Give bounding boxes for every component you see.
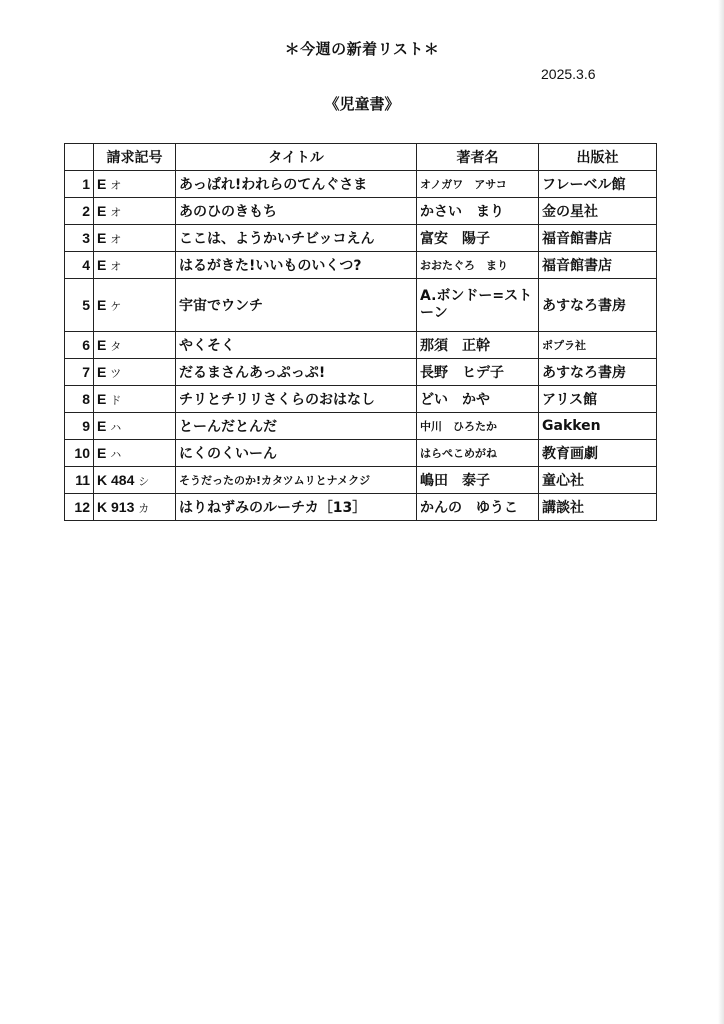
- row-number: 10: [65, 440, 94, 467]
- book-author: どい かや: [417, 386, 539, 413]
- book-publisher: あすなろ書房: [539, 359, 657, 386]
- header-title: タイトル: [176, 144, 417, 171]
- page-edge: [718, 0, 724, 1024]
- call-kana: ド: [110, 394, 122, 407]
- row-number: 4: [65, 252, 94, 279]
- table-header-row: [65, 144, 657, 171]
- row-number: 12: [65, 494, 94, 521]
- call-class: E: [97, 256, 107, 273]
- book-title: ここは、ようかいチビッコえん: [176, 225, 417, 252]
- book-publisher: アリス館: [539, 386, 657, 413]
- book-title: 宇宙でウンチ: [176, 279, 417, 332]
- call-class: E: [97, 229, 107, 246]
- book-title: チリとチリリさくらのおはなし: [176, 386, 417, 413]
- table-row: [65, 332, 657, 359]
- call-number: [94, 386, 176, 413]
- book-author: オノガワ アサコ: [417, 171, 539, 198]
- table-row: [65, 494, 657, 521]
- call-class: E: [97, 175, 107, 192]
- book-title: だるまさんあっぷっぷ!: [176, 359, 417, 386]
- header-author: 著者名: [417, 144, 539, 171]
- book-title: とーんだとんだ: [176, 413, 417, 440]
- book-title: にくのくいーん: [176, 440, 417, 467]
- table-row: [65, 252, 657, 279]
- book-publisher: 教育画劇: [539, 440, 657, 467]
- table-row: [65, 279, 657, 332]
- table-row: [65, 440, 657, 467]
- category-heading: 《児童書》: [324, 95, 400, 113]
- call-number: [94, 413, 176, 440]
- row-number: 7: [65, 359, 94, 386]
- table-row: [65, 359, 657, 386]
- row-number: 11: [65, 467, 94, 494]
- book-author: かさい まり: [417, 198, 539, 225]
- row-number: 5: [65, 279, 94, 332]
- row-number: 1: [65, 171, 94, 198]
- book-publisher: あすなろ書房: [539, 279, 657, 332]
- call-kana: ツ: [110, 367, 122, 380]
- call-number: [94, 440, 176, 467]
- table-row: [65, 225, 657, 252]
- book-author: 那須 正幹: [417, 332, 539, 359]
- book-author: 中川 ひろたか: [417, 413, 539, 440]
- call-class: E: [97, 417, 107, 434]
- call-number: [94, 467, 176, 494]
- call-kana: オ: [110, 179, 122, 192]
- book-author: 富安 陽子: [417, 225, 539, 252]
- call-number: [94, 332, 176, 359]
- call-class: E: [97, 444, 107, 461]
- header-number: [65, 144, 94, 171]
- book-publisher: Gakken: [539, 413, 657, 440]
- book-author: おおたぐろ まり: [417, 252, 539, 279]
- row-number: 8: [65, 386, 94, 413]
- book-author: はらぺこめがね: [417, 440, 539, 467]
- book-author: かんの ゆうこ: [417, 494, 539, 521]
- row-number: 9: [65, 413, 94, 440]
- call-class: E: [97, 390, 107, 407]
- table-row: [65, 467, 657, 494]
- book-publisher: 童心社: [539, 467, 657, 494]
- call-number: [94, 252, 176, 279]
- call-class: E: [97, 336, 107, 353]
- row-number: 2: [65, 198, 94, 225]
- call-class: E: [97, 363, 107, 380]
- call-kana: カ: [138, 502, 150, 515]
- book-title: そうだったのか!カタツムリとナメクジ: [176, 467, 417, 494]
- row-number: 3: [65, 225, 94, 252]
- table-row: [65, 198, 657, 225]
- call-number: [94, 198, 176, 225]
- call-number: [94, 279, 176, 332]
- book-author: 嶋田 泰子: [417, 467, 539, 494]
- call-kana: ケ: [110, 300, 122, 313]
- call-kana: タ: [110, 340, 122, 353]
- book-title: やくそく: [176, 332, 417, 359]
- call-number: [94, 494, 176, 521]
- table-row: [65, 171, 657, 198]
- call-kana: オ: [110, 206, 122, 219]
- book-publisher: 福音館書店: [539, 225, 657, 252]
- header-call-number: 請求記号: [94, 144, 176, 171]
- call-kana: ハ: [110, 421, 122, 434]
- call-class: E: [97, 296, 107, 313]
- book-title: あっぱれ!われらのてんぐさま: [176, 171, 417, 198]
- call-kana: シ: [138, 475, 150, 488]
- page-title: ＊今週の新着リスト＊: [284, 40, 440, 58]
- book-title: はるがきた!いいものいくつ?: [176, 252, 417, 279]
- book-publisher: 金の星社: [539, 198, 657, 225]
- row-number: 6: [65, 332, 94, 359]
- call-kana: オ: [110, 233, 122, 246]
- call-class: K 913: [97, 498, 135, 515]
- call-number: [94, 171, 176, 198]
- call-number: [94, 225, 176, 252]
- book-publisher: 講談社: [539, 494, 657, 521]
- call-kana: ハ: [110, 448, 122, 461]
- call-number: [94, 359, 176, 386]
- book-title: あのひのきもち: [176, 198, 417, 225]
- table-row: [65, 386, 657, 413]
- book-publisher: ポプラ社: [539, 332, 657, 359]
- book-publisher: 福音館書店: [539, 252, 657, 279]
- book-author: A.ボンドー=ストーン: [417, 279, 539, 332]
- book-author: 長野 ヒデ子: [417, 359, 539, 386]
- book-title: はりねずみのルーチカ［13］: [176, 494, 417, 521]
- call-class: K 484: [97, 471, 135, 488]
- book-publisher: フレーベル館: [539, 171, 657, 198]
- call-kana: オ: [110, 260, 122, 273]
- table-row: [65, 413, 657, 440]
- call-class: E: [97, 202, 107, 219]
- list-date: 2025.3.6: [541, 66, 596, 82]
- new-books-table: [64, 143, 657, 521]
- header-publisher: 出版社: [539, 144, 657, 171]
